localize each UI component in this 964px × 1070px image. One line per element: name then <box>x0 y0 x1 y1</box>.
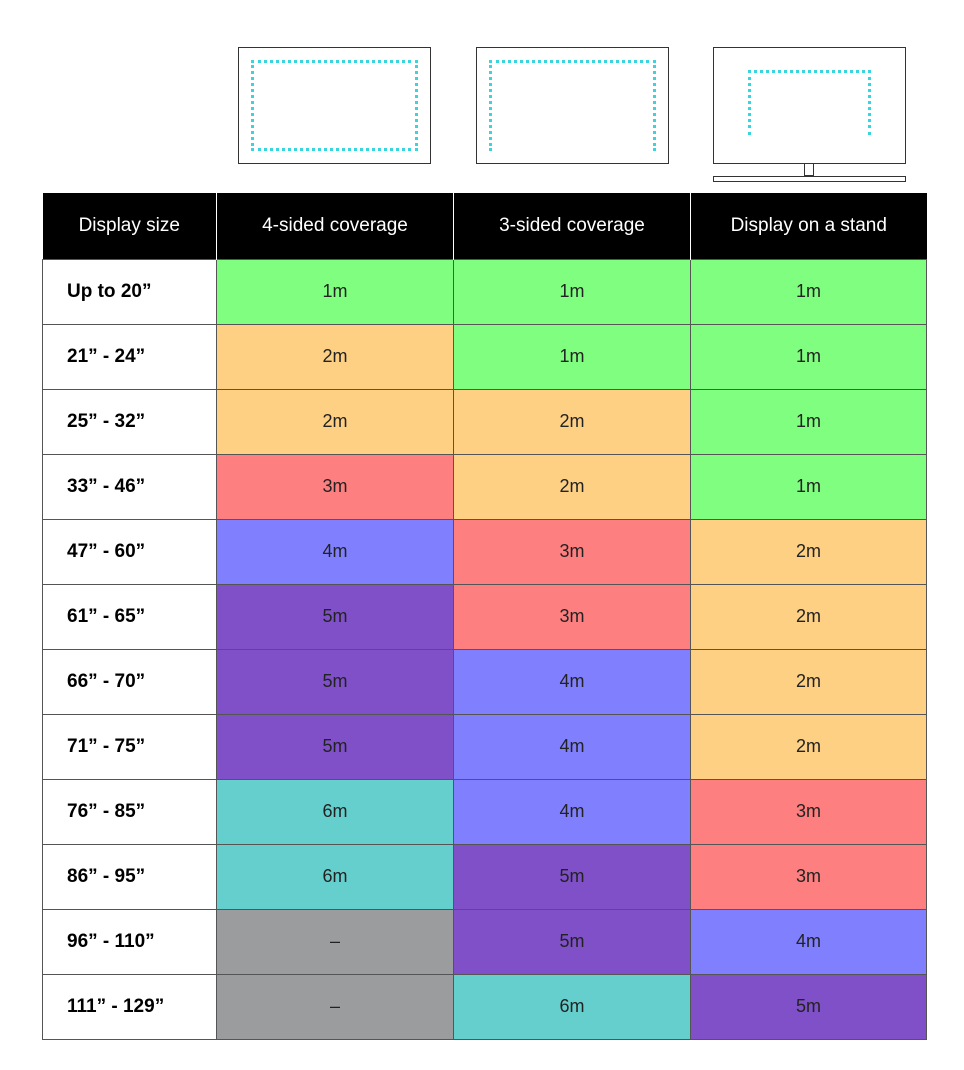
display-size-cell: 61” - 65” <box>43 584 217 649</box>
cell-stand: 2m <box>691 714 927 779</box>
cell-stand: 5m <box>691 974 927 1039</box>
cell-4-sided: 2m <box>217 389 454 454</box>
cell-4-sided: 5m <box>217 649 454 714</box>
cell-3-sided: 2m <box>454 389 691 454</box>
table-row <box>43 974 927 1039</box>
cell-3-sided: 1m <box>454 259 691 324</box>
table-row <box>43 844 927 909</box>
table-row <box>43 714 927 779</box>
cell-4-sided: 4m <box>217 519 454 584</box>
cell-4-sided: – <box>217 909 454 974</box>
monitor-on-stand-icon <box>713 47 906 164</box>
monitor-illustrations <box>0 0 964 190</box>
display-size-cell: 47” - 60” <box>43 519 217 584</box>
table-row <box>43 324 927 389</box>
display-size-cell: 76” - 85” <box>43 779 217 844</box>
cell-stand: 1m <box>691 454 927 519</box>
display-size-cell: 66” - 70” <box>43 649 217 714</box>
monitor-4-sided-icon <box>238 47 431 164</box>
table-row <box>43 909 927 974</box>
cell-stand: 2m <box>691 584 927 649</box>
cell-3-sided: 4m <box>454 649 691 714</box>
cell-stand: 4m <box>691 909 927 974</box>
cell-4-sided: 2m <box>217 324 454 389</box>
cell-3-sided: 3m <box>454 519 691 584</box>
table-row <box>43 519 927 584</box>
cell-4-sided: 6m <box>217 844 454 909</box>
cell-stand: 1m <box>691 389 927 454</box>
display-size-cell: 21” - 24” <box>43 324 217 389</box>
header-3-sided-coverage: 3-sided coverage <box>454 193 691 259</box>
led-strip-4-sided <box>251 60 418 151</box>
display-size-cell: 96” - 110” <box>43 909 217 974</box>
cell-stand: 3m <box>691 779 927 844</box>
cell-3-sided: 3m <box>454 584 691 649</box>
table-row <box>43 649 927 714</box>
monitor-stand-neck <box>804 164 814 176</box>
cell-3-sided: 4m <box>454 779 691 844</box>
cell-4-sided: 5m <box>217 714 454 779</box>
table-header-row <box>43 193 927 259</box>
cell-3-sided: 1m <box>454 324 691 389</box>
cell-4-sided: – <box>217 974 454 1039</box>
header-display-size: Display size <box>43 193 217 259</box>
cell-3-sided: 5m <box>454 844 691 909</box>
cell-stand: 3m <box>691 844 927 909</box>
monitor-3-sided-icon <box>476 47 669 164</box>
display-size-cell: Up to 20” <box>43 259 217 324</box>
table-row <box>43 454 927 519</box>
table-row <box>43 584 927 649</box>
coverage-table <box>42 193 927 1040</box>
table-row <box>43 779 927 844</box>
display-size-cell: 33” - 46” <box>43 454 217 519</box>
cell-3-sided: 4m <box>454 714 691 779</box>
cell-4-sided: 5m <box>217 584 454 649</box>
cell-stand: 1m <box>691 324 927 389</box>
table-row <box>43 389 927 454</box>
cell-4-sided: 3m <box>217 454 454 519</box>
cell-3-sided: 6m <box>454 974 691 1039</box>
cell-3-sided: 5m <box>454 909 691 974</box>
cell-3-sided: 2m <box>454 454 691 519</box>
display-size-cell: 71” - 75” <box>43 714 217 779</box>
display-size-cell: 86” - 95” <box>43 844 217 909</box>
cell-4-sided: 1m <box>217 259 454 324</box>
header-4-sided-coverage: 4-sided coverage <box>217 193 454 259</box>
table-body <box>43 259 927 1039</box>
led-strip-3-sided <box>489 60 656 151</box>
cell-stand: 2m <box>691 649 927 714</box>
monitor-stand-base <box>713 176 906 182</box>
display-size-cell: 25” - 32” <box>43 389 217 454</box>
table-row <box>43 259 927 324</box>
led-strip-stand <box>748 70 871 135</box>
cell-stand: 2m <box>691 519 927 584</box>
display-size-cell: 111” - 129” <box>43 974 217 1039</box>
header-display-on-stand: Display on a stand <box>691 193 927 259</box>
cell-stand: 1m <box>691 259 927 324</box>
cell-4-sided: 6m <box>217 779 454 844</box>
